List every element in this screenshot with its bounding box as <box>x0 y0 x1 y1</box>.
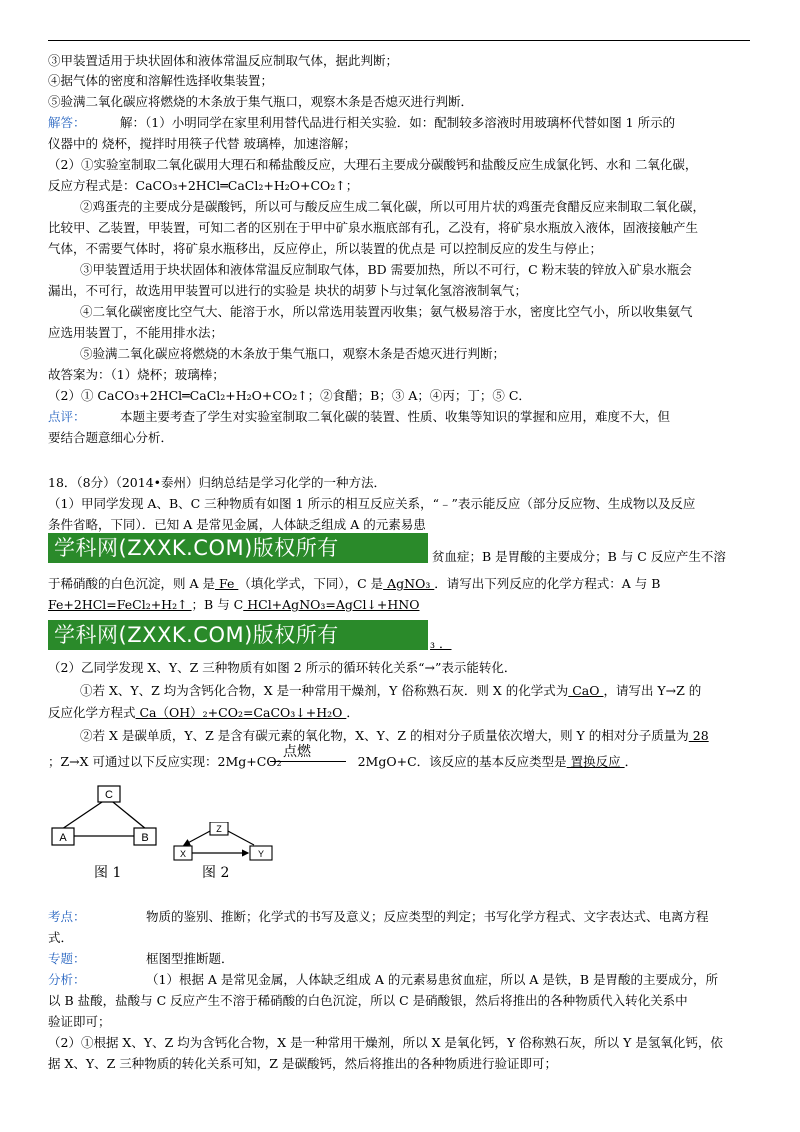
text-line: （2）①实验室制取二氧化碳用大理石和稀盐酸反应，大理石主要成分碳酸钙和盐酸反应生成氯化钙、水和 二氧化碳， <box>48 157 698 172</box>
answer-blank: Fe <box>214 576 239 591</box>
text-line: （2）① CaCO₃+2HCl═CaCl₂+H₂O+CO₂↑；②食醋；B；③ A；④丙；丁；⑤ C． <box>48 388 531 403</box>
watermark-banner: 学科网(ZXXK.COM)版权所有 <box>48 620 428 650</box>
answer-blank: AgNO₃ <box>383 576 435 591</box>
text-line: 漏出，不可行，故选用甲装置可以进行的实验是 块状的胡萝卜与过氧化氢溶液制氧气； <box>48 283 527 298</box>
text-line: 反应化学方程式 Ca（OH）₂+CO₂=CaCO₃↓+H₂O ． <box>48 705 359 720</box>
text-line: 贫血症；B 是胃酸的主要成分；B 与 C 反应产生不溶 <box>432 549 726 564</box>
comment-label: 点评： <box>48 409 86 424</box>
text-line: 框图型推断题． <box>146 951 234 966</box>
text-line: 要结合题意细心分析． <box>48 430 174 445</box>
answer-blank: 28 <box>688 728 709 743</box>
question-title: 18．（8分）（2014•泰州）归纳总结是学习化学的一种方法． <box>48 475 387 490</box>
text-line: 解：（1）小明同学在家里利用替代品进行相关实验．如：配制较多溶液时用玻璃杯代替如图 1 所示的 <box>120 115 676 130</box>
figure-2-caption: 图 2 <box>202 865 230 881</box>
node-z-label: Z <box>216 824 222 834</box>
figure-1-diagram <box>48 780 168 855</box>
answer-blank: Ca（OH）₂+CO₂=CaCO₃↓+H₂O <box>135 705 347 720</box>
text-line: （1）甲同学发现 A、B、C 三种物质有如图 1 所示的相互反应关系，“﹣”表示能反应（部分反应物、生成物以及反应 <box>48 496 696 511</box>
answer-blank: 置换反应 <box>566 754 625 769</box>
node-y-label: Y <box>257 849 265 859</box>
answer-blank: HCl+AgNO₃=AgCl↓+HNO <box>243 597 420 612</box>
text-line: 据 X、Y、Z 三种物质的转化关系可知，Z 是碳酸钙，然后将推出的各种物质进行验证即可； <box>48 1056 557 1071</box>
answer-label: 解答： <box>48 115 86 130</box>
text-line: 于稀硝酸的白色沉淀，则 A 是 Fe （填化学式，下同），C 是 AgNO₃ ．请写出下列反应的化学方程式：A 与 B <box>48 576 661 591</box>
answer-blank: ₃ ． <box>430 636 452 651</box>
node-b-label: B <box>141 832 149 844</box>
text-line: 反应方程式是：CaCO₃+2HCl═CaCl₂+H₂O+CO₂↑； <box>48 178 359 193</box>
text-line: （1）根据 A 是常见金属，人体缺乏组成 A 的元素易患贫血症，所以 A 是铁，B 是胃酸的主要成分，所 <box>146 972 719 987</box>
text-line: ⑤验满二氧化碳应将燃烧的木条放于集气瓶口，观察木条是否熄灭进行判断． <box>48 94 474 109</box>
topic-label: 考点： <box>48 909 86 924</box>
answer-blank: CaO <box>568 683 604 698</box>
text-line: ②鸡蛋壳的主要成分是碳酸钙，所以可与酸反应生成二氧化碳，所以可用片状的鸡蛋壳食醋反应来制取二氧化碳， <box>80 199 706 214</box>
answer-blank: Fe+2HCl=FeCl₂+H₂↑ <box>48 597 192 612</box>
node-a-label: A <box>59 832 67 844</box>
node-c-label: C <box>105 789 113 801</box>
text-line: ③甲装置适用于块状固体和液体常温反应制取气体，BD 需要加热，所以不可行，C 粉末装的锌放入矿泉水瓶会 <box>80 262 692 277</box>
reaction-condition: 点燃 <box>283 744 311 760</box>
text-line: ④据气体的密度和溶解性选择收集装置； <box>48 73 274 88</box>
text-line: 比较甲、乙装置，甲装置，可知二者的区别在于甲中矿泉水瓶底部有孔，乙没有，将矿泉水瓶放入液体，固液接触产生 <box>48 220 699 235</box>
text-line: ④二氧化碳密度比空气大、能溶于水，所以常选用装置丙收集；氨气极易溶于水，密度比空气小，所以收集氨气 <box>80 304 693 319</box>
text-line: ；Z→X 可通过以下反应实现：2Mg+CO₂ 2MgO+C．该反应的基本反应类型是 置换反应 ． <box>48 754 638 769</box>
category-label: 专题： <box>48 951 86 966</box>
text-line: 仪器中的 烧杯，搅拌时用筷子代替 玻璃棒，加速溶解； <box>48 136 356 151</box>
text-line: 本题主要考查了学生对实验室制取二氧化碳的装置、性质、收集等知识的掌握和应用，难度不大，但 <box>120 409 671 424</box>
text-line: （2）①根据 X、Y、Z 均为含钙化合物，X 是一种常用干燥剂，所以 X 是氧化钙，Y 俗称熟石灰，所以 Y 是氢氧化钙，依 <box>48 1035 723 1050</box>
figure-1-caption: 图 1 <box>94 865 122 881</box>
text-line: 式． <box>48 930 74 945</box>
header-rule <box>48 40 750 41</box>
text-line: ②若 X 是碳单质，Y、Z 是含有碳元素的氧化物，X、Y、Z 的相对分子质量依次增大，则 Y 的相对分子质量为 28 <box>80 728 709 743</box>
figure-2-diagram <box>170 822 282 867</box>
text-line: Fe+2HCl=FeCl₂+H₂↑ ；B 与 C HCl+AgNO₃=AgCl↓+HNO <box>48 597 420 612</box>
text-line: ③甲装置适用于块状固体和液体常温反应制取气体，据此判断； <box>48 53 399 68</box>
text-line: ①若 X、Y、Z 均为含钙化合物，X 是一种常用干燥剂，Y 俗称熟石灰．则 X 的化学式为 CaO ，请写出 Y→Z 的 <box>80 683 702 698</box>
text-line: 气体，不需要气体时，将矿泉水瓶移出，反应停止，所以装置的优点是 可以控制反应的发生与停止； <box>48 241 602 256</box>
text-line: （2）乙同学发现 X、Y、Z 三种物质有如图 2 所示的循环转化关系“→”表示能转化． <box>48 660 517 675</box>
node-x-label: X <box>179 849 187 859</box>
text-line: 验证即可； <box>48 1014 111 1029</box>
text-line: ⑤验满二氧化碳应将燃烧的木条放于集气瓶口，观察木条是否熄灭进行判断； <box>80 346 506 361</box>
text-line: 应选用装置丁，不能用排水法； <box>48 325 224 340</box>
text-line: 物质的鉴别、推断；化学式的书写及意义；反应类型的判定；书写化学方程式、文字表达式、电离方程 <box>146 909 709 924</box>
text-line: 以 B 盐酸，盐酸与 C 反应产生不溶于稀硝酸的白色沉淀，所以 C 是硝酸银，然后将推出的各种物质代入转化关系中 <box>48 993 688 1008</box>
analysis-label: 分析： <box>48 972 86 987</box>
text-line: 条件省略，下同）．已知 A 是常见金属，人体缺乏组成 A 的元素易患 <box>48 517 426 532</box>
watermark-banner: 学科网(ZXXK.COM)版权所有 <box>48 533 428 563</box>
text-line: 故答案为：（1）烧杯；玻璃棒； <box>48 367 225 382</box>
